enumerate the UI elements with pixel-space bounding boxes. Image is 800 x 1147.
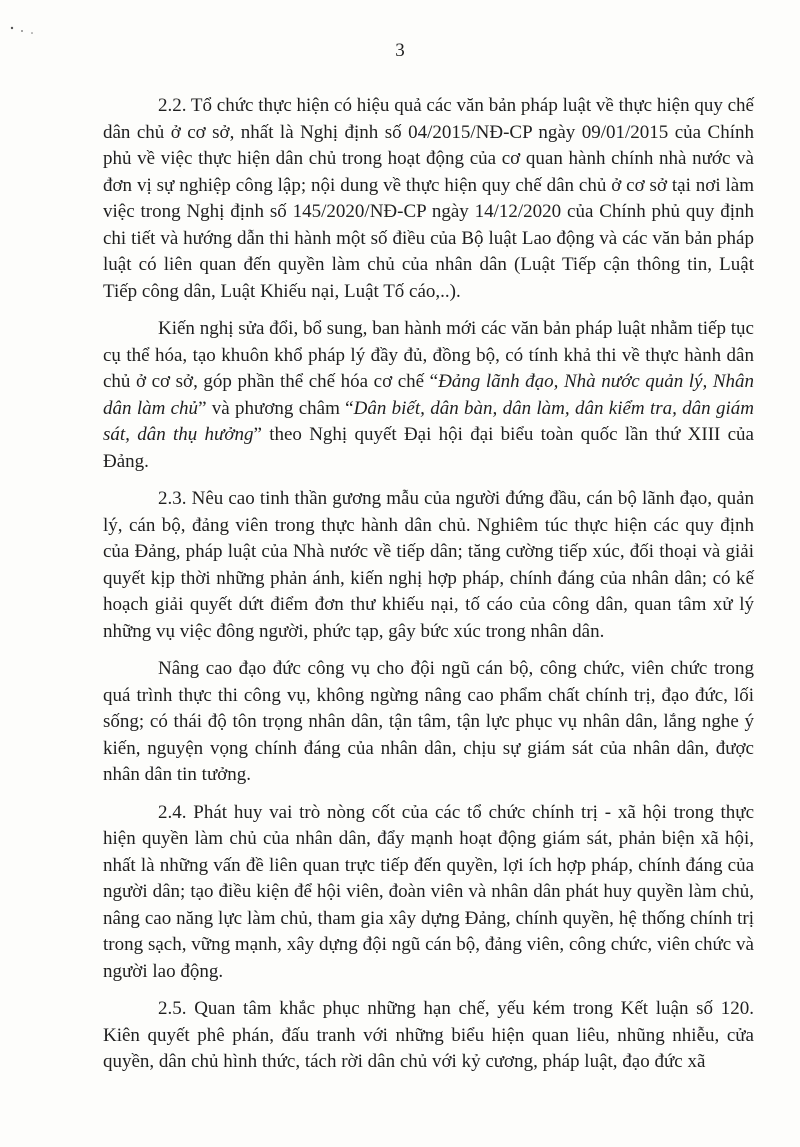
- paragraph-2-4: [103, 800, 754, 986]
- paragraph-public-ethics: [103, 656, 754, 789]
- paragraph-text: 2.4. Phát huy vai trò nòng cốt của các tổ chức chính trị - xã hội trong thực hiện quyền làm chủ của nhân dân, đẩy mạnh hoạt động giám sát, phản biện xã hội, nhất là những vấn đề liên quan trực tiếp đến quyền, lợi ích hợp pháp, chính đáng của người dân; tạo điều kiện để hội viên, đoàn viên và nhân dân phát huy quyền làm chủ, nâng cao năng lực làm chủ, tham gia xây dựng Đảng, chính quyền, hệ thống chính trị trong sạch, vững mạnh, xây dựng đội ngũ cán bộ, đảng viên, công chức, viên chức và người lao động.: [103, 801, 754, 982]
- paragraph-2-3: [103, 486, 754, 645]
- paragraph-text: 2.5. Quan tâm khắc phục những hạn chế, yếu kém trong Kết luận số 120. Kiên quyết phê phán, đấu tranh với những biểu hiện quan liêu, nhũng nhiễu, cửa quyền, dân chủ hình thức, tách rời dân chủ với kỷ cương, pháp luật, đạo đức xã: [103, 998, 754, 1072]
- document-body: [103, 93, 754, 1087]
- scan-speck-mark: [8, 22, 48, 36]
- paragraph-text: ” theo Nghị quyết Đại hội đại biểu toàn quốc lần thứ XIII của Đảng.: [103, 424, 754, 472]
- paragraph-text: Nâng cao đạo đức công vụ cho đội ngũ cán bộ, công chức, viên chức trong quá trình thực thi công vụ, không ngừng nâng cao phẩm chất chính trị, đạo đức, lối sống; có thái độ tôn trọng nhân dân, tận tâm, tận lực phục vụ nhân dân, lắng nghe ý kiến, nguyện vọng chính đáng của nhân dân, chịu sự giám sát của nhân dân, được nhân dân tin tưởng.: [103, 658, 754, 785]
- paragraph-text: 2.2. Tổ chức thực hiện có hiệu quả các văn bản pháp luật về thực hiện quy chế dân chủ ở cơ sở, nhất là Nghị định số 04/2015/NĐ-CP ngày 09/01/2015 của Chính phủ về việc thực hiện dân chủ trong hoạt động của cơ quan hành chính nhà nước và đơn vị sự nghiệp công lập; nội dung về thực hiện quy chế dân chủ ở cơ sở tại nơi làm việc trong Nghị định số 145/2020/NĐ-CP ngày 14/12/2020 của Chính phủ quy định chi tiết và hướng dẫn thi hành một số điều của Bộ luật Lao động và các văn bản pháp luật có liên quan đến quyền làm chủ của nhân dân (Luật Tiếp cận thông tin, Luật Tiếp công dân, Luật Khiếu nại, Luật Tố cáo,..).: [103, 95, 754, 302]
- paragraph-recommendation: [103, 316, 754, 475]
- italic-quote-text: Dân biết, dân bàn, dân làm, dân kiểm tra, dân giám sát, dân thụ hưởng: [103, 397, 754, 445]
- paragraph-2-5: [103, 996, 754, 1076]
- page-number: 3: [395, 40, 405, 61]
- paragraph-text: Kiến nghị sửa đổi, bổ sung, ban hành mới các văn bản pháp luật nhằm tiếp tục cụ thể hóa, tạo khuôn khổ pháp lý đầy đủ, đồng bộ, có tính khả thi về thực hành dân chủ ở cơ sở, góp phần thể chế hóa cơ chế “: [103, 318, 754, 392]
- paragraph-text: 2.3. Nêu cao tinh thần gương mẫu của người đứng đầu, cán bộ lãnh đạo, quản lý, cán bộ, đảng viên trong thực hành dân chủ. Nghiêm túc thực hiện các quy định của Đảng, pháp luật của Nhà nước về tiếp dân; tăng cường tiếp xúc, đối thoại và giải quyết kịp thời những phản ánh, kiến nghị hợp pháp, chính đáng của nhân dân; có kế hoạch giải quyết dứt điểm đơn thư khiếu nại, tố cáo của công dân, quan tâm xử lý những vụ việc đông người, phức tạp, gây bức xúc trong nhân dân.: [103, 488, 754, 642]
- paragraph-2-2: [103, 93, 754, 305]
- paragraph-text: ” và phương châm “: [198, 397, 354, 419]
- italic-quote-text: Đảng lãnh đạo, Nhà nước quản lý, Nhân dân làm chủ: [103, 371, 754, 419]
